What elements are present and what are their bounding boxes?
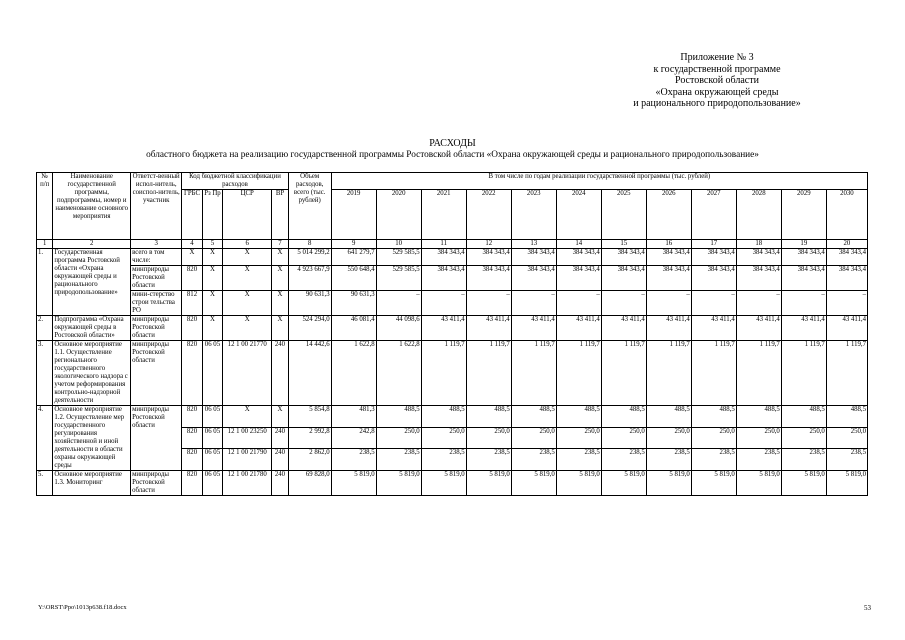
cell-year-value: 1 119,7 xyxy=(736,341,781,406)
cell-rzpr: X xyxy=(202,291,222,316)
header-year: 2020 xyxy=(376,190,421,240)
header-year: 2026 xyxy=(646,190,691,240)
expenses-table xyxy=(36,172,868,496)
cell-rzpr: 06 05 xyxy=(202,406,222,428)
cell-year-value: – xyxy=(556,291,601,316)
cell-year-value: 1 622,8 xyxy=(331,341,376,406)
cell-vr: X xyxy=(272,406,288,428)
cell-year-value: 384 343,4 xyxy=(511,249,556,266)
header-year: 2029 xyxy=(781,190,826,240)
cell-year-value: 5 819,0 xyxy=(331,471,376,496)
cell-total: 4 923 667,9 xyxy=(288,266,331,291)
cell-year-value: 1 119,7 xyxy=(601,341,646,406)
cell-grbs: 812 xyxy=(182,291,202,316)
cell-vr: X xyxy=(272,266,288,291)
cell-rzpr: X xyxy=(202,249,222,266)
cell-year-value: 488,5 xyxy=(826,406,867,428)
column-number-cell: 18 xyxy=(736,240,781,249)
cell-year-value: 43 411,4 xyxy=(511,316,556,341)
cell-total: 524 294,0 xyxy=(288,316,331,341)
cell-year-value: 43 411,4 xyxy=(421,316,466,341)
cell-year-value: 384 343,4 xyxy=(826,266,867,291)
cell-grbs: X xyxy=(182,249,202,266)
cell-year-value: – xyxy=(376,291,421,316)
cell-csr: 12 1 00 23250 xyxy=(223,427,272,449)
cell-year-value: – xyxy=(781,291,826,316)
file-path: Y:\ORST\Ppo\1013p638.f18.docx xyxy=(38,604,127,611)
cell-year-value: 238,5 xyxy=(466,449,511,471)
cell-grbs: 820 xyxy=(182,316,202,341)
cell-year-value: 43 411,4 xyxy=(601,316,646,341)
cell-rzpr: 06 05 xyxy=(202,341,222,406)
cell-vr: X xyxy=(272,249,288,266)
cell-year-value: 250,0 xyxy=(646,427,691,449)
cell-year-value: – xyxy=(691,291,736,316)
cell-year-value: 43 411,4 xyxy=(646,316,691,341)
cell-year-value: 46 081,4 xyxy=(331,316,376,341)
cell-year-value: 5 819,0 xyxy=(466,471,511,496)
cell-year-value: 488,5 xyxy=(691,406,736,428)
row-number: 4. xyxy=(37,406,53,471)
cell-year-value: 384 343,4 xyxy=(421,249,466,266)
cell-year-value: 1 119,7 xyxy=(691,341,736,406)
row-name: Государственная программа Ростовской области «Охрана окружающей среды и рационального природопользование» xyxy=(53,249,131,316)
cell-year-value: 384 343,4 xyxy=(691,249,736,266)
column-number-cell: 7 xyxy=(272,240,288,249)
header-year: 2021 xyxy=(421,190,466,240)
cell-year-value: 238,5 xyxy=(511,449,556,471)
cell-year-value: 43 411,4 xyxy=(781,316,826,341)
appendix-line: Приложение № 3 xyxy=(680,52,754,63)
cell-year-value: 238,5 xyxy=(826,449,867,471)
cell-year-value: 384 343,4 xyxy=(736,266,781,291)
cell-year-value: 1 119,7 xyxy=(556,341,601,406)
header-num: № п/п xyxy=(37,173,53,240)
header-csr: ЦСР xyxy=(223,190,272,240)
header-year: 2027 xyxy=(691,190,736,240)
cell-csr: X xyxy=(223,406,272,428)
cell-grbs: 820 xyxy=(182,471,202,496)
column-number-cell: 5 xyxy=(202,240,222,249)
cell-year-value: 5 819,0 xyxy=(376,471,421,496)
cell-year-value: 242,8 xyxy=(331,427,376,449)
appendix-line: и рационального природопользование» xyxy=(633,98,801,109)
cell-csr: X xyxy=(223,316,272,341)
row-name: Основное мероприятие 1.1. Осуществление регионального государственного экологического надзора с учетом реформирования контрольно-надзорной деятельности xyxy=(53,341,131,406)
appendix-line: к государственной программе xyxy=(653,63,781,75)
cell-vr: 240 xyxy=(272,449,288,471)
cell-year-value: 250,0 xyxy=(826,427,867,449)
cell-vr: 240 xyxy=(272,341,288,406)
cell-year-value: 384 343,4 xyxy=(646,249,691,266)
row-number: 3. xyxy=(37,341,53,406)
header-vr: ВР xyxy=(272,190,288,240)
header-year: 2024 xyxy=(556,190,601,240)
cell-year-value: – xyxy=(736,291,781,316)
cell-grbs: 820 xyxy=(182,266,202,291)
cell-year-value: 550 648,4 xyxy=(331,266,376,291)
cell-year-value: 384 343,4 xyxy=(556,249,601,266)
cell-year-value: 5 819,0 xyxy=(691,471,736,496)
cell-year-value: 238,5 xyxy=(736,449,781,471)
header-year: 2019 xyxy=(331,190,376,240)
cell-year-value: 488,5 xyxy=(736,406,781,428)
cell-vr: X xyxy=(272,316,288,341)
cell-year-value: 1 119,7 xyxy=(781,341,826,406)
cell-year-value: 238,5 xyxy=(376,449,421,471)
cell-rzpr: 06 05 xyxy=(202,471,222,496)
column-number-cell: 1 xyxy=(37,240,53,249)
header-year: 2028 xyxy=(736,190,781,240)
cell-year-value: 43 411,4 xyxy=(826,316,867,341)
cell-csr: 12 1 00 21780 xyxy=(223,471,272,496)
cell-year-value: 529 585,5 xyxy=(376,266,421,291)
column-number-cell: 16 xyxy=(646,240,691,249)
header-rzpr: Рз Пр xyxy=(202,190,222,240)
cell-year-value: 488,5 xyxy=(646,406,691,428)
row-executor: минприроды Ростовской области xyxy=(131,341,182,406)
cell-rzpr: 06 05 xyxy=(202,427,222,449)
column-number-cell: 3 xyxy=(131,240,182,249)
cell-year-value: 1 119,7 xyxy=(511,341,556,406)
cell-year-value: 238,5 xyxy=(421,449,466,471)
cell-year-value: 238,5 xyxy=(556,449,601,471)
row-executor: минприроды Ростовской области xyxy=(131,266,182,291)
cell-year-value: 250,0 xyxy=(376,427,421,449)
cell-year-value: 384 343,4 xyxy=(736,249,781,266)
cell-year-value: 5 819,0 xyxy=(736,471,781,496)
row-executor: минприроды Ростовской области xyxy=(131,406,182,471)
cell-year-value: 641 279,7 xyxy=(331,249,376,266)
row-number: 1. xyxy=(37,249,53,316)
cell-year-value: 1 119,7 xyxy=(421,341,466,406)
cell-year-value: 384 343,4 xyxy=(781,266,826,291)
cell-year-value: 5 819,0 xyxy=(646,471,691,496)
cell-year-value: 238,5 xyxy=(331,449,376,471)
cell-grbs: 820 xyxy=(182,449,202,471)
cell-total: 5 854,8 xyxy=(288,406,331,428)
cell-total: 2 862,0 xyxy=(288,449,331,471)
column-number-cell: 14 xyxy=(556,240,601,249)
table-row xyxy=(37,471,868,496)
column-number-cell: 19 xyxy=(781,240,826,249)
cell-csr: X xyxy=(223,291,272,316)
cell-year-value: 238,5 xyxy=(781,449,826,471)
column-number-cell: 9 xyxy=(331,240,376,249)
table-row xyxy=(37,341,868,406)
cell-rzpr: X xyxy=(202,316,222,341)
page-number: 53 xyxy=(864,604,871,612)
header-year: 2025 xyxy=(601,190,646,240)
cell-rzpr: X xyxy=(202,266,222,291)
cell-year-value: 488,5 xyxy=(556,406,601,428)
cell-year-value: 488,5 xyxy=(466,406,511,428)
cell-year-value: 238,5 xyxy=(601,449,646,471)
table-row xyxy=(37,291,868,316)
cell-year-value: 384 343,4 xyxy=(691,266,736,291)
appendix-line: «Охрана окружающей среды xyxy=(655,86,779,98)
cell-csr: 12 1 00 21790 xyxy=(223,449,272,471)
cell-grbs: 820 xyxy=(182,427,202,449)
row-name: Подпрограмма «Охрана окружающей среды в Ростовской области» xyxy=(53,316,131,341)
cell-year-value: 90 631,3 xyxy=(331,291,376,316)
cell-total: 2 992,8 xyxy=(288,427,331,449)
row-name: Основное мероприятие 1.2. Осуществление мер государственного регулирования хозяйственной и иной деятельности в области охраны окружающей среды xyxy=(53,406,131,471)
cell-year-value: 488,5 xyxy=(781,406,826,428)
cell-year-value: 384 343,4 xyxy=(466,249,511,266)
cell-year-value: 250,0 xyxy=(781,427,826,449)
cell-year-value: 43 411,4 xyxy=(466,316,511,341)
header-year: 2022 xyxy=(466,190,511,240)
cell-csr: 12 1 00 21770 xyxy=(223,341,272,406)
cell-grbs: 820 xyxy=(182,406,202,428)
cell-year-value: 488,5 xyxy=(511,406,556,428)
row-executor: минприроды Ростовской области xyxy=(131,471,182,496)
column-number-cell: 8 xyxy=(288,240,331,249)
cell-csr: X xyxy=(223,249,272,266)
cell-year-value: 250,0 xyxy=(511,427,556,449)
cell-year-value: 488,5 xyxy=(421,406,466,428)
cell-year-value: 250,0 xyxy=(601,427,646,449)
header-total: Объем расходов, всего (тыс. рублей) xyxy=(288,173,331,240)
cell-year-value: – xyxy=(421,291,466,316)
cell-year-value: 1 119,7 xyxy=(826,341,867,406)
column-number-cell: 12 xyxy=(466,240,511,249)
appendix-block xyxy=(567,52,867,110)
header-grbs: ГРБС xyxy=(182,190,202,240)
cell-year-value: 238,5 xyxy=(646,449,691,471)
cell-vr: 240 xyxy=(272,427,288,449)
column-number-cell: 6 xyxy=(223,240,272,249)
cell-year-value: – xyxy=(466,291,511,316)
cell-year-value: 384 343,4 xyxy=(646,266,691,291)
cell-year-value: 384 343,4 xyxy=(601,249,646,266)
row-executor: минприроды Ростовской области xyxy=(131,316,182,341)
cell-year-value: 238,5 xyxy=(691,449,736,471)
header-code-group: Код бюджетной классификации расходов xyxy=(182,173,288,190)
row-executor: всего в том числе: xyxy=(131,249,182,266)
column-numbers-row xyxy=(37,240,868,249)
column-number-cell: 4 xyxy=(182,240,202,249)
cell-year-value: 384 343,4 xyxy=(556,266,601,291)
cell-vr: 240 xyxy=(272,471,288,496)
cell-year-value: 529 585,5 xyxy=(376,249,421,266)
cell-year-value: 1 119,7 xyxy=(646,341,691,406)
cell-year-value: – xyxy=(511,291,556,316)
cell-year-value: 250,0 xyxy=(736,427,781,449)
header-year: 2030 xyxy=(826,190,867,240)
cell-year-value: 250,0 xyxy=(556,427,601,449)
header-years-group: В том числе по годам реализации государственной программы (тыс. рублей) xyxy=(331,173,867,190)
cell-year-value: 43 411,4 xyxy=(736,316,781,341)
cell-year-value: 5 819,0 xyxy=(826,471,867,496)
cell-year-value: 250,0 xyxy=(421,427,466,449)
cell-year-value: 384 343,4 xyxy=(511,266,556,291)
document-subtitle: областного бюджета на реализацию государственной программы Ростовской области «Охрана окружающей среды и рационального природопользование» xyxy=(146,150,759,160)
cell-year-value: 384 343,4 xyxy=(421,266,466,291)
cell-vr: X xyxy=(272,291,288,316)
cell-year-value: 384 343,4 xyxy=(826,249,867,266)
cell-year-value: 488,5 xyxy=(376,406,421,428)
cell-year-value: 1 119,7 xyxy=(466,341,511,406)
cell-grbs: 820 xyxy=(182,341,202,406)
cell-year-value: 384 343,4 xyxy=(601,266,646,291)
cell-year-value: 5 819,0 xyxy=(556,471,601,496)
cell-total: 90 631,3 xyxy=(288,291,331,316)
table-row xyxy=(37,406,868,428)
column-number-cell: 10 xyxy=(376,240,421,249)
column-number-cell: 2 xyxy=(53,240,131,249)
appendix-line: Ростовской области xyxy=(675,75,759,86)
cell-year-value: – xyxy=(646,291,691,316)
cell-year-value: 5 819,0 xyxy=(601,471,646,496)
row-name: Основное мероприятие 1.3. Мониторинг xyxy=(53,471,131,496)
column-number-cell: 20 xyxy=(826,240,867,249)
table-row xyxy=(37,316,868,341)
row-number: 5. xyxy=(37,471,53,496)
cell-total: 5 014 299,2 xyxy=(288,249,331,266)
cell-year-value: 1 622,8 xyxy=(376,341,421,406)
row-executor: мини-стерство строи тельства РО xyxy=(131,291,182,316)
cell-year-value: 44 098,6 xyxy=(376,316,421,341)
table-body xyxy=(37,240,868,496)
cell-year-value: 43 411,4 xyxy=(691,316,736,341)
cell-total: 14 442,6 xyxy=(288,341,331,406)
table-row xyxy=(37,266,868,291)
cell-year-value: 488,5 xyxy=(601,406,646,428)
cell-year-value: 250,0 xyxy=(466,427,511,449)
column-number-cell: 13 xyxy=(511,240,556,249)
cell-year-value: 5 819,0 xyxy=(421,471,466,496)
cell-year-value: 250,0 xyxy=(691,427,736,449)
cell-year-value: – xyxy=(601,291,646,316)
column-number-cell: 17 xyxy=(691,240,736,249)
column-number-cell: 11 xyxy=(421,240,466,249)
cell-year-value: 5 819,0 xyxy=(781,471,826,496)
cell-csr: X xyxy=(223,266,272,291)
cell-rzpr: 06 05 xyxy=(202,449,222,471)
header-executor: Ответст-венный испол-нитель, соиспол-нитель, участник xyxy=(131,173,182,240)
cell-year-value: – xyxy=(826,291,867,316)
cell-year-value: 384 343,4 xyxy=(781,249,826,266)
header-name: Наименование государственной программы, подпрограммы, номер и наименование основного мероприятия xyxy=(53,173,131,240)
document-title: РАСХОДЫ xyxy=(429,138,476,149)
column-number-cell: 15 xyxy=(601,240,646,249)
cell-year-value: 384 343,4 xyxy=(466,266,511,291)
cell-total: 69 828,0 xyxy=(288,471,331,496)
cell-year-value: 5 819,0 xyxy=(511,471,556,496)
row-number: 2. xyxy=(37,316,53,341)
header-year: 2023 xyxy=(511,190,556,240)
cell-year-value: 481,3 xyxy=(331,406,376,428)
cell-year-value: 43 411,4 xyxy=(556,316,601,341)
table-row xyxy=(37,249,868,266)
